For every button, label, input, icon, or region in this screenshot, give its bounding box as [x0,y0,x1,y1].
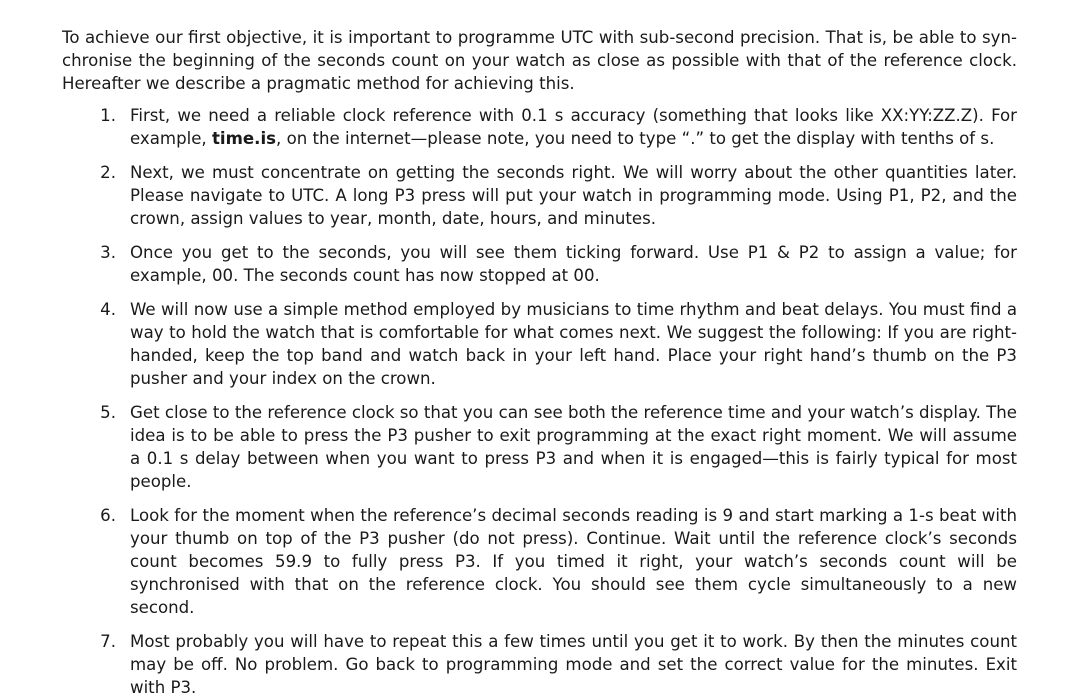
step-number: 6. [100,506,116,525]
list-item [62,241,1017,287]
step-number: 2. [100,163,116,182]
step-text: Get close to the reference clock so that you can see both the reference time and your watch’s display. The idea is to be able to press the P3 pusher to exit programming at the exact right moment. We will assume a 0.1 s delay between when you want to press P3 and when it is engaged—this is fairly typical for most people. [130,403,1017,491]
step-text: We will now use a simple method employed by musicians to time rhythm and beat delays. You must find a way to hold the watch that is comfortable for what comes next. We suggest the following: If you are right-handed, keep the top band and watch back in your left hand. Place your right hand’s thumb on the P3 pusher and your index on the crown. [130,300,1017,388]
step-text [130,104,1017,150]
list-item [62,401,1017,493]
step-text: Look for the moment when the reference’s decimal seconds reading is 9 and start marking a 1-s beat with your thumb on top of the P3 pusher (do not press). Continue. Wait until the reference clock’s seconds count becomes 59.9 to fully press P3. If you timed it right, your watch’s seconds count will be synchronised with that on the reference clock. You should see them cycle simultaneously to a new second. [130,506,1017,617]
step-number: 4. [100,300,116,319]
site-name-bold: time.is [211,129,277,148]
step-number: 1. [100,106,116,125]
list-item [62,104,1017,150]
step-text: Next, we must concentrate on getting the seconds right. We will worry about the other quantities later. Please navigate to UTC. A long P3 press will put your watch in programming mode. Using P1, P2, and the crown, assign values to year, month, date, hours, and minutes. [130,163,1017,228]
list-item [62,630,1017,699]
step-text: Once you get to the seconds, you will see them ticking forward. Use P1 & P2 to assign a value; for example, 00. The seconds count has now stopped at 00. [130,243,1017,285]
list-item [62,504,1017,619]
step-number: 7. [100,632,116,651]
list-item [62,161,1017,230]
step-text-part: , on the internet—please note, you need to type “.” to get the display with tenths of s. [276,129,995,148]
steps-list [62,104,1017,699]
step-number: 3. [100,243,116,262]
list-item [62,298,1017,390]
step-number: 5. [100,403,116,422]
step-text-part: First, we need a reliable clock reference with 0.1 s accuracy (something that looks like XX:YY:ZZ.Z). For example, [130,106,1017,148]
intro-paragraph: To achieve our first objective, it is important to programme UTC with sub-second precision. That is, be able to syn-chronise the beginning of the seconds count on your watch as close as possible with that of the reference clock. Hereafter we describe a pragmatic method for achieving this. [62,28,1017,93]
step-text: Most probably you will have to repeat this a few times until you get it to work. By then the minutes count may be off. No problem. Go back to programming mode and set the correct value for the minutes. Exit with P3. [130,632,1017,697]
